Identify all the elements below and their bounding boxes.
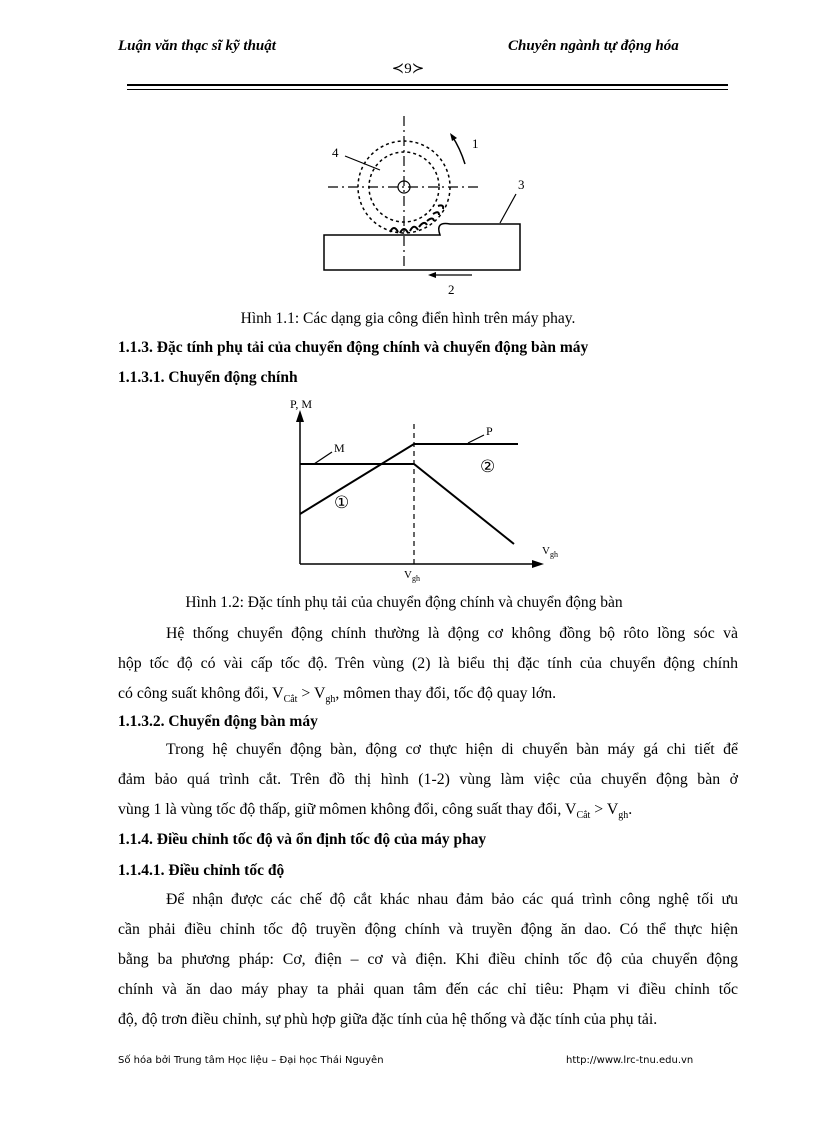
region-1-label: ①: [334, 493, 350, 512]
x-axis-label: $V_{gh}$: [542, 545, 558, 559]
header-right-title: Chuyên ngành tự động hóa: [508, 38, 679, 54]
workpiece-shape: [324, 223, 520, 270]
series-p-line: [300, 444, 518, 514]
page-number: ≺9≻: [391, 61, 425, 77]
heading-1-1-3: 1.1.3. Đặc tính phụ tải của chuyển động chính và chuyển động bàn máy: [118, 339, 589, 356]
heading-1-1-3-1: 1.1.3.1. Chuyển động chính: [118, 369, 298, 386]
figure1-caption: Hình 1.1: Các dạng gia công điển hình trên máy phay.: [240, 310, 576, 327]
x-axis-arrow: [532, 560, 544, 568]
paragraph-table-motion: [118, 735, 738, 831]
series-p-label: P: [486, 424, 493, 438]
para3-line1: Để nhận được các chế độ cắt khác nhau đảm bảo các quá trình công nghệ tối ưu: [166, 891, 738, 908]
para3-line4: chính và ăn dao máy phay ta phải quan tâm đến các chỉ tiêu: Phạm vi điều chỉnh tốc: [118, 981, 738, 998]
header-rule-thick: [127, 84, 728, 86]
footer-left: Số hóa bởi Trung tâm Học liệu – Đại học Thái Nguyên: [118, 1055, 384, 1066]
para1-line1: Hệ thống chuyển động chính thường là động cơ không đồng bộ rôto lồng sóc và: [166, 625, 738, 642]
rotation-arrow: [452, 136, 465, 164]
footer-right-url[interactable]: http://www.lrc-tnu.edu.vn: [566, 1055, 694, 1066]
para2-line1: Trong hệ chuyển động bàn, động cơ thực hiện di chuyển bàn máy gá chi tiết để: [166, 741, 738, 758]
label-4: 4: [332, 145, 339, 160]
m-leader: [314, 452, 332, 464]
region-2-label: ②: [480, 457, 496, 476]
series-m-line: [300, 464, 514, 544]
para3-line5: độ, độ trơn điều chỉnh, sự phù hợp giữa đặc tính của hệ thống và đặc tính của phụ tải.: [118, 1011, 658, 1028]
load-characteristic-chart: [280, 394, 580, 584]
y-axis-arrow: [296, 410, 304, 422]
y-axis-label: P, M: [290, 397, 313, 411]
para2-line3: vùng 1 là vùng tốc độ thấp, giữ mômen không đổi, công suất thay đổi, $V_{Cắt} > V_{gh}$.: [118, 801, 633, 822]
figure2-caption: Hình 1.2: Đặc tính phụ tải của chuyển động chính và chuyển động bàn: [185, 594, 623, 611]
paragraph-main-motion: [118, 619, 738, 715]
figure-milling-diagram: [300, 108, 540, 300]
vgh-marker-label: $V_{gh}$: [404, 569, 420, 583]
cutter-teeth: [390, 205, 443, 233]
para3-line2: cần phải điều chỉnh tốc độ truyền động chính và truyền động ăn dao. Có thể thực hiện: [118, 921, 738, 938]
label-1: 1: [472, 136, 479, 151]
leader-3: [500, 194, 516, 223]
feed-arrow-head: [428, 272, 436, 278]
heading-1-1-4-1: 1.1.4.1. Điều chỉnh tốc độ: [118, 862, 285, 879]
header-left-title: Luận văn thạc sĩ kỹ thuật: [118, 38, 276, 54]
para2-line2: đảm bảo quá trình cắt. Trên đồ thị hình (1-2) vùng làm việc của chuyển động bàn ở: [118, 771, 738, 788]
rotation-arrow-head: [450, 133, 457, 141]
header-rule-thin: [127, 89, 728, 90]
series-m-label: M: [334, 441, 345, 455]
label-2: 2: [448, 282, 455, 297]
para1-line2: hộp tốc độ có vài cấp tốc độ. Trên vùng (2) là biểu thị đặc tính của chuyển động chính: [118, 655, 738, 672]
para1-line3: có công suất không đổi, $V_{Cắt} > V_{gh}$, mômen thay đổi, tốc độ quay lớn.: [118, 685, 557, 706]
paragraph-speed-control: [118, 885, 738, 1035]
heading-1-1-4: 1.1.4. Điều chỉnh tốc độ và ổn định tốc độ của máy phay: [118, 831, 487, 848]
para3-line3: bằng ba phương pháp: Cơ, điện – cơ và điện. Khi điều chỉnh tốc độ của chuyển động: [118, 951, 738, 968]
heading-1-1-3-2: 1.1.3.2. Chuyển động bàn máy: [118, 713, 318, 730]
p-leader: [468, 435, 484, 443]
label-3: 3: [518, 177, 525, 192]
